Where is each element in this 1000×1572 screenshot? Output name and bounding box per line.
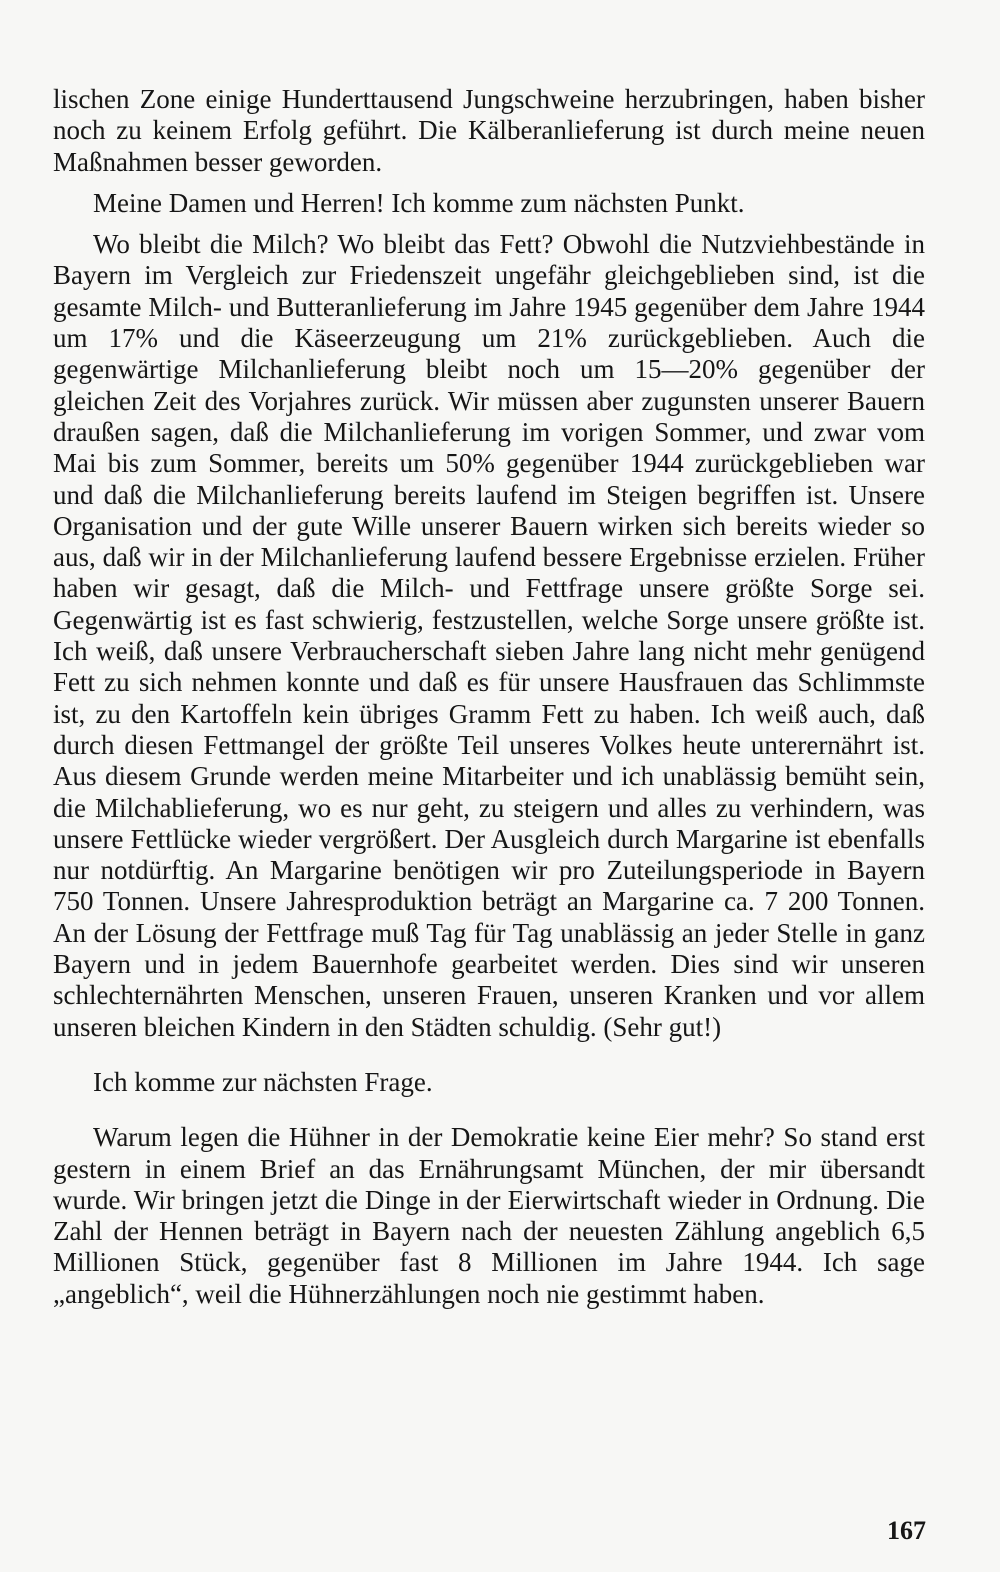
paragraph-continued: lischen Zone einige Hunderttausend Jungschweine herzubringen, haben bisher noch zu keinem Erfolg geführt. Die Kälberanlieferung ist durch meine neuen Maßnahmen besser geworden. <box>53 84 925 177</box>
paragraph-next-point: Meine Damen und Herren! Ich komme zum nächsten Punkt. <box>93 187 745 218</box>
paragraph-next-question: Ich komme zur nächsten Frage. <box>93 1066 433 1097</box>
paragraph-eggs: Warum legen die Hühner in der Demokratie keine Eier mehr? So stand erst gestern in einem Brief an das Ernährungsamt München, der mir übersandt wurde. Wir bringen jetzt die Dinge in der Eierwirtschaft wieder in Ordnung. Die Zahl der Hennen beträgt in Bayern nach der neuesten Zählung angeblich 6,5 Millionen Stück, gegenüber fast 8 Millionen im Jahre 1944. Ich sage „angeblich“, weil die Hühnerzählungen noch nie gestimmt haben. <box>53 1122 925 1309</box>
page-number: 167 <box>887 1516 926 1545</box>
body-text <box>53 84 925 1310</box>
paragraph-milk-and-fat: Wo bleibt die Milch? Wo bleibt das Fett? Obwohl die Nutzviehbestände in Bayern im Vergleich zur Friedenszeit ungefähr gleichgeblieben sind, ist die gesamte Milch- und Butteranlieferung im Jahre 1945 gegenüber dem Jahre 1944 um 17% und die Käseerzeugung um 21% zurückgeblieben. Auch die gegenwärtige Milchanlieferung bleibt noch um 15—20% gegenüber der gleichen Zeit des Vorjahres zurück. Wir müssen aber zugunsten unserer Bauern draußen sagen, daß die Milchanlieferung im vorigen Sommer, und zwar vom Mai bis zum Sommer, bereits um 50% gegenüber 1944 zurückgeblieben war und daß die Milchanlieferung bereits laufend im Steigen begriffen ist. Unsere Organisation und der gute Wille unserer Bauern wirken sich bereits wieder so aus, daß wir in der Milchanlieferung laufend bessere Ergebnisse erzielen. Früher haben wir gesagt, daß die Milch- und Fettfrage unsere größte Sorge sei. Gegenwärtig ist es fast schwierig, festzustellen, welche Sorge unsere größte ist. Ich weiß, daß unsere Verbraucherschaft sieben Jahre lang nicht mehr genügend Fett zu sich nehmen konnte und daß es für unsere Hausfrauen das Schlimmste ist, zu den Kartoffeln kein übriges Gramm Fett zu haben. Ich weiß auch, daß durch diesen Fettmangel der größte Teil unseres Volkes heute unterernährt ist. Aus diesem Grunde werden meine Mitarbeiter und ich unablässig bemüht sein, die Milchablieferung, wo es nur geht, zu steigern und alles zu verhindern, was unsere Fettlücke wieder vergrößert. Der Ausgleich durch Margarine ist ebenfalls nur notdürftig. An Margarine benötigen wir pro Zuteilungsperiode in Bayern 750 Tonnen. Unsere Jahresproduktion beträgt an Margarine ca. 7 200 Tonnen. An der Lösung der Fettfrage muß Tag für Tag unablässig an jeder Stelle in ganz Bayern und in jedem Bauernhofe gearbeitet werden. Dies sind wir unseren schlechternährten Menschen, unseren Frauen, unseren Kranken und vor allem unseren bleichen Kindern in den Städten schuldig. (Sehr gut!) <box>53 229 925 1042</box>
